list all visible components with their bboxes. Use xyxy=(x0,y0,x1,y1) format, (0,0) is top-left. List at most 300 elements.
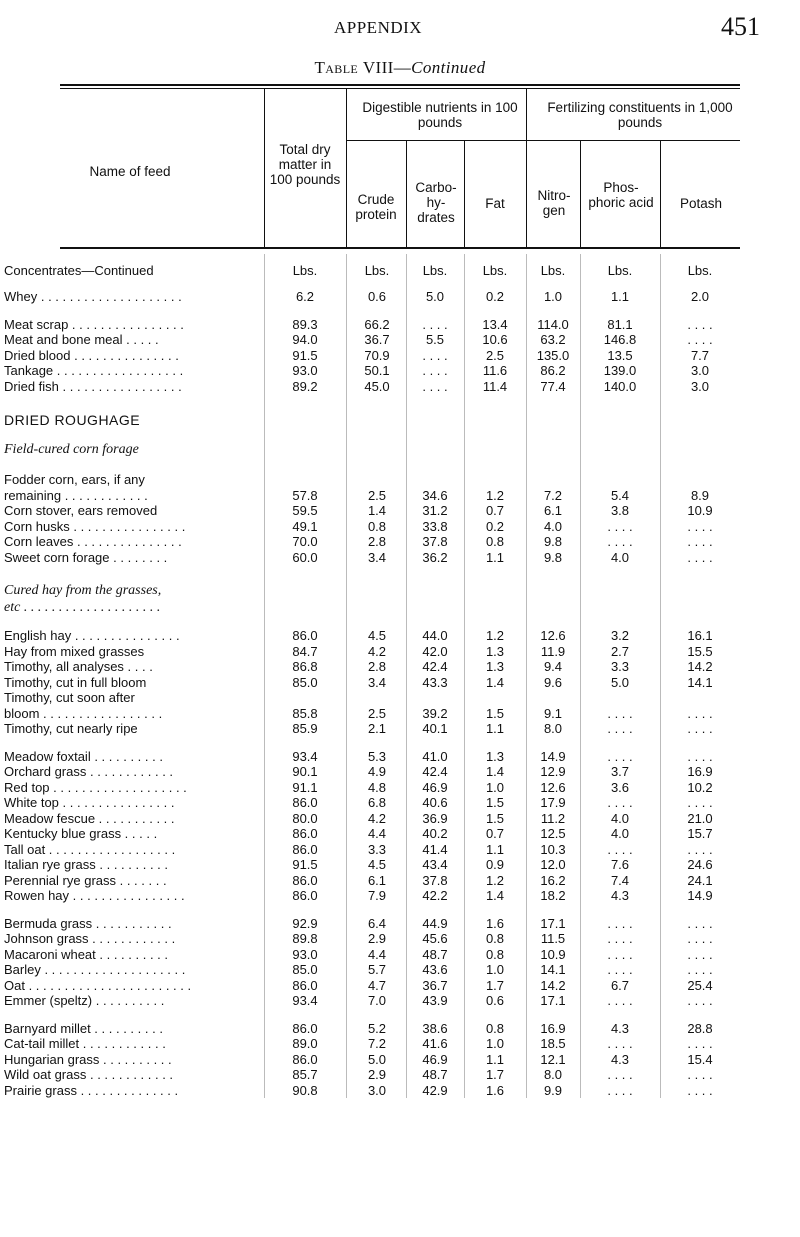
value-cell: 1.2 xyxy=(485,872,505,888)
value-cell: 11.4 xyxy=(482,378,508,394)
value-cell: 70.0 xyxy=(292,534,318,549)
unit-cell: Lbs. xyxy=(292,263,318,278)
value-cell: . . . . xyxy=(687,1067,713,1082)
value-cell: 42.4 xyxy=(422,764,448,779)
value-cell: . . . . xyxy=(607,962,633,977)
value-cell: 3.4 xyxy=(367,674,387,690)
table-row xyxy=(0,644,800,659)
value-cell: 14.2 xyxy=(540,977,566,993)
value-cell: 9.8 xyxy=(543,534,563,549)
value-cell: 81.1 xyxy=(607,316,633,332)
table-row xyxy=(0,873,800,888)
value-cell: 1.5 xyxy=(485,795,505,810)
value-cell: . . . . xyxy=(607,748,633,764)
value-cell: 11.9 xyxy=(540,643,566,659)
value-cell: . . . . xyxy=(422,347,448,363)
value-cell: 4.7 xyxy=(367,977,387,993)
value-cell: 1.1 xyxy=(610,289,630,304)
value-cell: 1.3 xyxy=(485,748,505,764)
value-cell: 85.0 xyxy=(292,962,318,977)
table-title-roman: VIII xyxy=(362,58,394,77)
table-title-prefix: Table xyxy=(314,58,359,77)
value-cell: 0.8 xyxy=(485,1020,505,1036)
feed-name: Fodder corn, ears, if any xyxy=(4,472,145,487)
section-cured-hay: Cured hay from the grasses, xyxy=(4,583,162,598)
value-cell: 85.9 xyxy=(292,721,318,736)
value-cell: 36.7 xyxy=(422,977,448,993)
header-name-of-feed: Name of feed xyxy=(89,164,171,179)
value-cell: 4.5 xyxy=(367,857,387,872)
value-cell: 85.7 xyxy=(292,1067,318,1082)
value-cell: 12.6 xyxy=(540,779,566,795)
table-row xyxy=(0,842,800,857)
unit-cell: Lbs. xyxy=(687,263,713,278)
value-cell: 41.4 xyxy=(422,841,448,857)
feed-name: Tankage . . . . . . . . . . . . . . . . . . xyxy=(4,363,184,378)
value-cell: 48.7 xyxy=(422,946,448,962)
table-title-suffix: Continued xyxy=(411,58,486,77)
value-cell: 91.5 xyxy=(292,857,318,872)
value-cell: 70.9 xyxy=(364,347,390,363)
value-cell: 3.3 xyxy=(610,659,630,674)
value-cell: 3.0 xyxy=(367,1082,387,1098)
value-cell: . . . . xyxy=(607,795,633,810)
value-cell: 1.0 xyxy=(485,962,505,977)
feed-name: Perennial rye grass . . . . . . . xyxy=(4,872,167,888)
value-cell: 3.6 xyxy=(610,779,630,795)
value-cell: 77.4 xyxy=(540,378,566,394)
feed-name: Orchard grass . . . . . . . . . . . . xyxy=(4,764,174,779)
feed-name: Red top . . . . . . . . . . . . . . . . . . . xyxy=(4,779,187,795)
value-cell: 84.7 xyxy=(292,643,318,659)
value-cell: 6.1 xyxy=(543,503,563,518)
header-crude-protein: Crude protein xyxy=(355,192,397,222)
value-cell: 4.2 xyxy=(367,643,387,659)
feed-name: Timothy, cut in full bloom xyxy=(4,674,147,690)
value-cell: 1.1 xyxy=(485,841,505,857)
feed-name: Meat scrap . . . . . . . . . . . . . . . . xyxy=(4,316,184,332)
value-cell: . . . . xyxy=(607,946,633,962)
table-row xyxy=(0,690,800,705)
value-cell: 3.8 xyxy=(610,503,630,518)
value-cell: 46.9 xyxy=(422,779,448,795)
section-cured-hay-cont: etc . . . . . . . . . . . . . . . . . . . . xyxy=(4,600,161,615)
value-cell: 15.7 xyxy=(687,826,713,841)
value-cell: 90.8 xyxy=(292,1082,318,1098)
value-cell: 43.4 xyxy=(422,857,448,872)
value-cell: 0.7 xyxy=(485,826,505,841)
value-cell: 1.0 xyxy=(485,779,505,795)
feed-name: Oat . . . . . . . . . . . . . . . . . . . . . . . xyxy=(4,977,192,993)
value-cell: 0.8 xyxy=(485,534,505,549)
feed-name: Timothy, all analyses . . . . xyxy=(4,659,153,674)
table-row xyxy=(0,978,800,993)
value-cell: . . . . xyxy=(607,721,633,736)
value-cell: 10.9 xyxy=(540,946,566,962)
table-row xyxy=(0,675,800,690)
value-cell: 4.8 xyxy=(367,779,387,795)
value-cell: 93.0 xyxy=(292,946,318,962)
value-cell: 36.2 xyxy=(422,549,448,565)
value-cell: 1.2 xyxy=(485,628,505,643)
feed-name: Hay from mixed grasses xyxy=(4,643,145,659)
table-row xyxy=(0,317,800,332)
unit-cell: Lbs. xyxy=(607,263,633,278)
value-cell: . . . . xyxy=(607,993,633,1008)
value-cell: 12.5 xyxy=(540,826,566,841)
value-cell: 89.2 xyxy=(292,378,318,394)
value-cell: 93.4 xyxy=(292,993,318,1008)
value-cell: . . . . xyxy=(687,332,713,347)
value-cell: 146.8 xyxy=(603,332,637,347)
value-cell: 11.6 xyxy=(482,363,508,378)
table-row xyxy=(0,659,800,674)
value-cell: 14.2 xyxy=(687,659,713,674)
body-col-divider xyxy=(406,254,407,1098)
value-cell: 10.3 xyxy=(540,841,566,857)
value-cell: 16.1 xyxy=(687,628,713,643)
value-cell: 86.0 xyxy=(292,977,318,993)
value-cell: 1.1 xyxy=(485,1051,505,1067)
value-cell: 6.8 xyxy=(367,795,387,810)
value-cell: 14.9 xyxy=(687,888,713,903)
value-cell: 6.7 xyxy=(610,977,630,993)
value-cell: 5.0 xyxy=(425,289,445,304)
table-row xyxy=(0,857,800,872)
value-cell: . . . . xyxy=(687,946,713,962)
value-cell: 0.8 xyxy=(367,518,387,534)
value-cell: 1.5 xyxy=(485,705,505,721)
value-cell: 4.3 xyxy=(610,1051,630,1067)
value-cell: 45.0 xyxy=(364,378,390,394)
value-cell: 89.3 xyxy=(292,316,318,332)
value-cell: 41.6 xyxy=(422,1036,448,1051)
value-cell: 7.6 xyxy=(610,857,630,872)
table-row xyxy=(0,795,800,810)
value-cell: 36.7 xyxy=(364,332,390,347)
value-cell: 7.2 xyxy=(367,1036,387,1051)
value-cell: 12.6 xyxy=(540,628,566,643)
feed-name: Hungarian grass . . . . . . . . . . xyxy=(4,1051,172,1067)
value-cell: 7.4 xyxy=(610,872,630,888)
unit-cell: Lbs. xyxy=(540,263,566,278)
value-cell: 2.8 xyxy=(367,534,387,549)
header-digestible-group: Digestible nutrients in 100 pounds xyxy=(362,100,518,130)
value-cell: 90.1 xyxy=(292,764,318,779)
table-row xyxy=(0,1036,800,1051)
value-cell: 66.2 xyxy=(364,316,390,332)
value-cell: 5.0 xyxy=(367,1051,387,1067)
value-cell: 2.1 xyxy=(367,721,387,736)
value-cell: 17.9 xyxy=(540,795,566,810)
body-col-divider xyxy=(580,254,581,1098)
value-cell: 1.3 xyxy=(485,643,505,659)
value-cell: 1.7 xyxy=(485,977,505,993)
value-cell: 44.9 xyxy=(422,915,448,931)
value-cell: 0.7 xyxy=(485,503,505,518)
feed-name: Bermuda grass . . . . . . . . . . . xyxy=(4,915,172,931)
table-row xyxy=(0,332,800,347)
table-row xyxy=(0,472,800,487)
value-cell: . . . . xyxy=(687,316,713,332)
value-cell: 25.4 xyxy=(687,977,713,993)
value-cell: 85.0 xyxy=(292,674,318,690)
value-cell: 13.5 xyxy=(607,347,633,363)
value-cell: 4.4 xyxy=(367,946,387,962)
value-cell: 4.0 xyxy=(610,826,630,841)
value-cell: 0.8 xyxy=(485,931,505,946)
value-cell: 46.9 xyxy=(422,1051,448,1067)
value-cell: 1.6 xyxy=(485,1082,505,1098)
value-cell: 14.1 xyxy=(540,962,566,977)
feed-name: Rowen hay . . . . . . . . . . . . . . . . xyxy=(4,888,185,903)
value-cell: 2.9 xyxy=(367,931,387,946)
value-cell: 8.9 xyxy=(690,487,710,503)
table-row xyxy=(0,1021,800,1036)
feed-name: Macaroni wheat . . . . . . . . . . xyxy=(4,946,169,962)
value-cell: 42.4 xyxy=(422,659,448,674)
value-cell: 93.4 xyxy=(292,748,318,764)
value-cell: . . . . xyxy=(607,534,633,549)
value-cell: 1.4 xyxy=(485,674,505,690)
value-cell: 1.4 xyxy=(485,888,505,903)
table-row xyxy=(0,811,800,826)
value-cell: 12.1 xyxy=(540,1051,566,1067)
value-cell: 2.5 xyxy=(367,705,387,721)
value-cell: . . . . xyxy=(607,1082,633,1098)
value-cell: 49.1 xyxy=(292,518,318,534)
running-header-title: APPENDIX xyxy=(334,18,423,37)
value-cell: 1.3 xyxy=(485,659,505,674)
value-cell: 42.2 xyxy=(422,888,448,903)
table-row xyxy=(0,749,800,764)
feed-name: Barnyard millet . . . . . . . . . . xyxy=(4,1020,163,1036)
unit-cell: Lbs. xyxy=(422,263,448,278)
value-cell: 9.1 xyxy=(543,705,563,721)
value-cell: 16.2 xyxy=(540,872,566,888)
value-cell: 13.4 xyxy=(482,316,508,332)
feed-name: Cat-tail millet . . . . . . . . . . . . xyxy=(4,1036,166,1051)
feed-name: Meat and bone meal . . . . . xyxy=(4,332,159,347)
header-nitrogen: Nitro- gen xyxy=(537,188,571,218)
feed-name: Sweet corn forage . . . . . . . . xyxy=(4,549,168,565)
section-dried-roughage: DRIED ROUGHAGE xyxy=(4,412,141,428)
value-cell: 14.9 xyxy=(540,748,566,764)
value-cell: . . . . xyxy=(687,518,713,534)
feed-name: White top . . . . . . . . . . . . . . . . xyxy=(4,795,175,810)
value-cell: 42.0 xyxy=(422,643,448,659)
feed-name: Italian rye grass . . . . . . . . . . xyxy=(4,857,168,872)
feed-name: Corn husks . . . . . . . . . . . . . . . . xyxy=(4,518,186,534)
table-row xyxy=(0,503,800,518)
table-row xyxy=(0,1052,800,1067)
value-cell: . . . . xyxy=(607,931,633,946)
value-cell: 3.4 xyxy=(367,549,387,565)
value-cell: 24.6 xyxy=(687,857,713,872)
table-row xyxy=(0,289,800,304)
value-cell: 1.4 xyxy=(485,764,505,779)
value-cell: . . . . xyxy=(687,962,713,977)
value-cell: 8.0 xyxy=(543,721,563,736)
value-cell: 8.0 xyxy=(543,1067,563,1082)
header-total-dry-matter: Total dry matter in 100 pounds xyxy=(269,142,341,187)
value-cell: 9.6 xyxy=(543,674,563,690)
value-cell: 4.0 xyxy=(543,518,563,534)
value-cell: 4.5 xyxy=(367,628,387,643)
value-cell: 1.2 xyxy=(485,487,505,503)
value-cell: 2.9 xyxy=(367,1067,387,1082)
feed-name: Timothy, cut soon after xyxy=(4,690,135,705)
feed-name: remaining . . . . . . . . . . . . xyxy=(4,487,148,503)
value-cell: . . . . xyxy=(687,795,713,810)
value-cell: . . . . xyxy=(422,378,448,394)
value-cell: 6.1 xyxy=(367,872,387,888)
table-row xyxy=(0,1083,800,1098)
value-cell: 15.5 xyxy=(687,643,713,659)
table-row xyxy=(0,628,800,643)
value-cell: 6.2 xyxy=(295,289,315,304)
value-cell: 91.5 xyxy=(292,347,318,363)
body-col-divider xyxy=(464,254,465,1098)
table-row xyxy=(0,888,800,903)
header-fat: Fat xyxy=(485,196,505,211)
section-field-cured: Field-cured corn forage xyxy=(4,442,139,457)
value-cell: . . . . xyxy=(687,915,713,931)
units-row xyxy=(0,263,800,278)
value-cell: . . . . xyxy=(422,363,448,378)
page-number: 451 xyxy=(721,12,760,41)
value-cell: 5.5 xyxy=(425,332,445,347)
value-cell: 94.0 xyxy=(292,332,318,347)
value-cell: 18.5 xyxy=(540,1036,566,1051)
value-cell: 0.2 xyxy=(485,289,505,304)
value-cell: 57.8 xyxy=(292,487,318,503)
table-row xyxy=(0,764,800,779)
units-row-label: Concentrates—Continued xyxy=(4,263,154,278)
feed-name: Emmer (speltz) . . . . . . . . . . xyxy=(4,993,165,1008)
value-cell: 21.0 xyxy=(687,810,713,826)
value-cell: 43.3 xyxy=(422,674,448,690)
value-cell: 24.1 xyxy=(687,872,713,888)
value-cell: . . . . xyxy=(422,316,448,332)
table-row xyxy=(0,721,800,736)
unit-cell: Lbs. xyxy=(364,263,390,278)
feed-name: Prairie grass . . . . . . . . . . . . . . xyxy=(4,1082,179,1098)
value-cell: . . . . xyxy=(687,1082,713,1098)
value-cell: 5.2 xyxy=(367,1020,387,1036)
value-cell: . . . . xyxy=(607,1067,633,1082)
value-cell: 3.7 xyxy=(610,764,630,779)
table-row xyxy=(0,947,800,962)
feed-name: Barley . . . . . . . . . . . . . . . . . . . . xyxy=(4,962,186,977)
value-cell: 50.1 xyxy=(364,363,390,378)
value-cell: . . . . xyxy=(687,931,713,946)
value-cell: 9.9 xyxy=(543,1082,563,1098)
value-cell: 86.0 xyxy=(292,888,318,903)
value-cell: 5.7 xyxy=(367,962,387,977)
value-cell: 1.7 xyxy=(485,1067,505,1082)
feed-name: Kentucky blue grass . . . . . xyxy=(4,826,158,841)
value-cell: 7.7 xyxy=(690,347,710,363)
value-cell: 15.4 xyxy=(687,1051,713,1067)
table-row xyxy=(0,931,800,946)
value-cell: 5.0 xyxy=(610,674,630,690)
value-cell: 37.8 xyxy=(422,872,448,888)
feed-name: Johnson grass . . . . . . . . . . . . xyxy=(4,931,176,946)
header-potash: Potash xyxy=(679,196,723,211)
value-cell: 37.8 xyxy=(422,534,448,549)
value-cell: . . . . xyxy=(687,721,713,736)
value-cell: 4.3 xyxy=(610,888,630,903)
value-cell: 135.0 xyxy=(536,347,570,363)
value-cell: 42.9 xyxy=(422,1082,448,1098)
value-cell: . . . . xyxy=(687,1036,713,1051)
value-cell: 89.8 xyxy=(292,931,318,946)
value-cell: 4.0 xyxy=(610,549,630,565)
value-cell: 1.0 xyxy=(543,289,563,304)
value-cell: . . . . xyxy=(607,518,633,534)
value-cell: 59.5 xyxy=(292,503,318,518)
value-cell: . . . . xyxy=(687,534,713,549)
value-cell: 33.8 xyxy=(422,518,448,534)
value-cell: 5.3 xyxy=(367,748,387,764)
feed-name: Meadow fescue . . . . . . . . . . . xyxy=(4,810,175,826)
value-cell: 28.8 xyxy=(687,1020,713,1036)
value-cell: 12.9 xyxy=(540,764,566,779)
value-cell: 1.1 xyxy=(485,721,505,736)
value-cell: 7.0 xyxy=(367,993,387,1008)
value-cell: 12.0 xyxy=(540,857,566,872)
value-cell: 1.4 xyxy=(367,503,387,518)
body-col-divider xyxy=(264,254,265,1098)
table-row xyxy=(0,916,800,931)
value-cell: 5.4 xyxy=(610,487,630,503)
feed-name: bloom . . . . . . . . . . . . . . . . . xyxy=(4,705,163,721)
value-cell: . . . . xyxy=(687,748,713,764)
value-cell: 85.8 xyxy=(292,705,318,721)
value-cell: 86.0 xyxy=(292,1051,318,1067)
value-cell: 0.8 xyxy=(485,946,505,962)
value-cell: 39.2 xyxy=(422,705,448,721)
value-cell: 3.0 xyxy=(690,363,710,378)
feed-name: Corn leaves . . . . . . . . . . . . . . . xyxy=(4,534,182,549)
value-cell: 40.1 xyxy=(422,721,448,736)
value-cell: 4.0 xyxy=(610,810,630,826)
value-cell: 3.2 xyxy=(610,628,630,643)
table-row xyxy=(0,550,800,565)
value-cell: 140.0 xyxy=(603,378,637,394)
value-cell: 0.6 xyxy=(367,289,387,304)
value-cell: 48.7 xyxy=(422,1067,448,1082)
unit-cell: Lbs. xyxy=(482,263,508,278)
value-cell: 0.2 xyxy=(485,518,505,534)
value-cell: 3.0 xyxy=(690,378,710,394)
value-cell: 92.9 xyxy=(292,915,318,931)
value-cell: 40.6 xyxy=(422,795,448,810)
feed-name: English hay . . . . . . . . . . . . . . . xyxy=(4,628,180,643)
value-cell: 114.0 xyxy=(537,316,569,332)
value-cell: 2.0 xyxy=(690,289,710,304)
value-cell: 10.2 xyxy=(687,779,713,795)
value-cell: 43.6 xyxy=(422,962,448,977)
value-cell: 6.4 xyxy=(367,915,387,931)
value-cell: 2.5 xyxy=(485,347,505,363)
value-cell: 2.8 xyxy=(367,659,387,674)
feed-name: Tall oat . . . . . . . . . . . . . . . . . . xyxy=(4,841,176,857)
value-cell: 10.9 xyxy=(687,503,713,518)
value-cell: 86.0 xyxy=(292,872,318,888)
value-cell: 1.6 xyxy=(485,915,505,931)
